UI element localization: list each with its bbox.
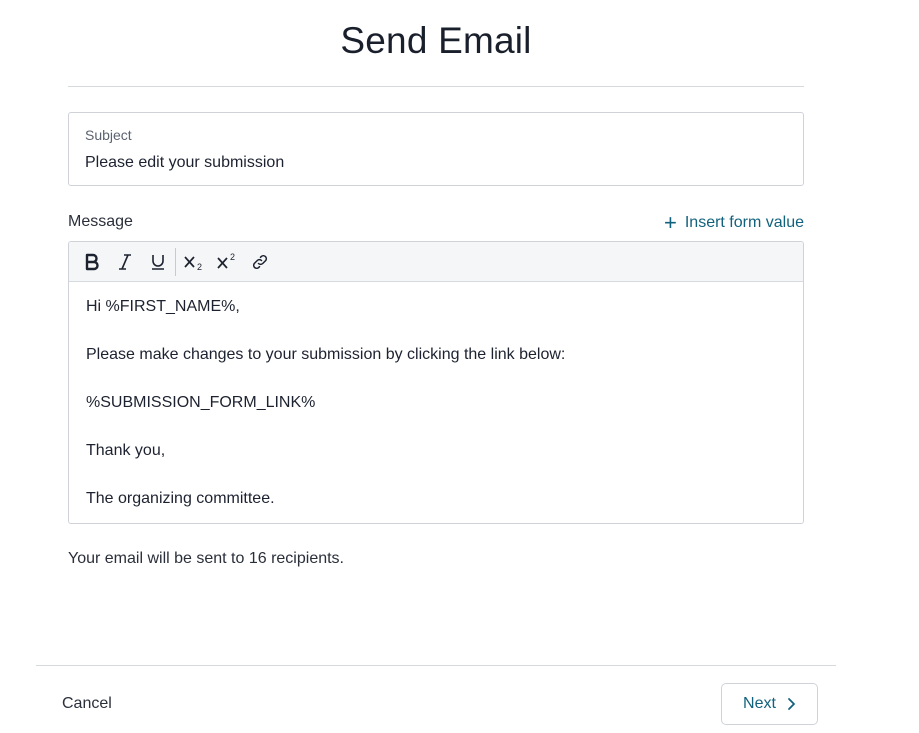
editor-toolbar [69, 242, 803, 282]
editor-content[interactable] [69, 282, 803, 550]
insert-form-value-button[interactable] [663, 210, 804, 235]
message-line: The organizing committee. [86, 490, 275, 507]
message-editor[interactable] [68, 241, 804, 524]
message-line: Please make changes to your submission by clicking the link below: [86, 346, 566, 363]
link-button[interactable] [243, 246, 276, 278]
message-label: Message [68, 213, 133, 230]
dialog-title: Send Email [340, 20, 532, 61]
message-line: Thank you, [86, 442, 166, 459]
subject-input[interactable]: Please edit your submission [85, 154, 285, 171]
underline-icon [150, 253, 166, 271]
subject-field[interactable] [68, 112, 804, 186]
plus-icon: + [663, 210, 677, 235]
next-button[interactable] [721, 683, 818, 725]
recipients-note: Your email will be sent to 16 recipients. [68, 550, 344, 567]
superscript-icon [216, 252, 238, 272]
svg-text:2: 2 [196, 261, 202, 272]
footer-divider [36, 665, 836, 666]
subject-label: Subject [85, 127, 132, 143]
svg-text:2: 2 [229, 251, 235, 262]
chevron-right-icon [786, 697, 796, 711]
bold-button[interactable] [75, 246, 108, 278]
title-divider [68, 86, 804, 87]
next-label: Next [743, 695, 776, 712]
insert-form-value-label: Insert form value [684, 214, 804, 231]
subscript-icon [183, 252, 205, 272]
cancel-button[interactable]: Cancel [62, 695, 112, 712]
italic-button[interactable] [108, 246, 141, 278]
superscript-button[interactable] [210, 246, 243, 278]
subscript-button[interactable] [177, 246, 210, 278]
bold-icon [84, 253, 100, 271]
italic-icon [117, 253, 133, 271]
toolbar-separator [175, 248, 176, 276]
message-line: Hi %FIRST_NAME%, [86, 298, 240, 315]
underline-button[interactable] [141, 246, 174, 278]
link-icon [251, 253, 269, 271]
message-line: %SUBMISSION_FORM_LINK% [86, 394, 316, 411]
